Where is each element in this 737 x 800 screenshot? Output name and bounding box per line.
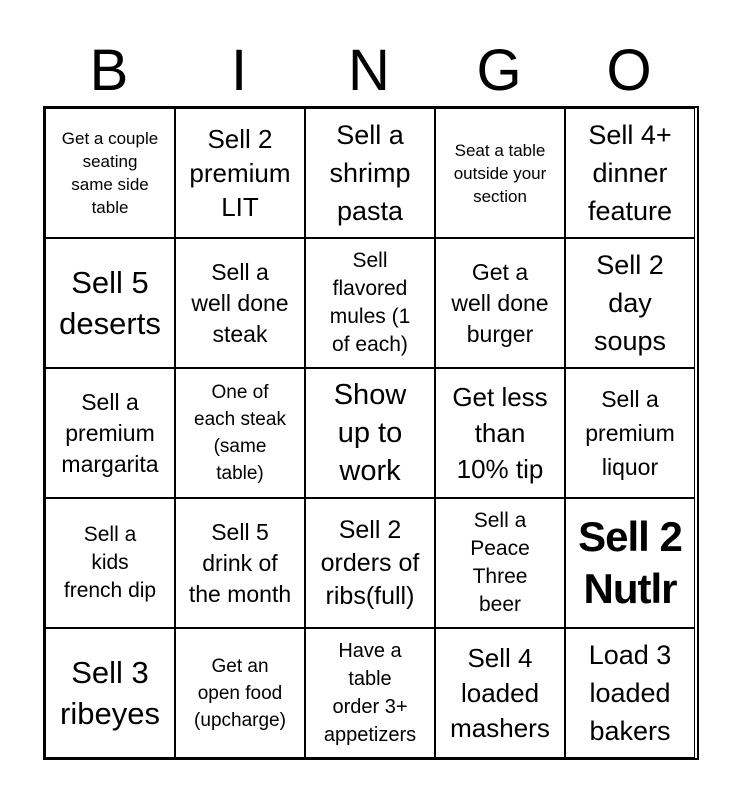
bingo-cell[interactable] <box>565 108 695 238</box>
cell-text: Sell a well done steak <box>191 258 289 347</box>
bingo-cell[interactable] <box>45 368 175 498</box>
bingo-cell[interactable] <box>175 628 305 758</box>
cell-text: Sell 2 orders of ribs(full) <box>320 515 420 610</box>
bingo-cell[interactable] <box>565 628 695 758</box>
bingo-cell[interactable] <box>305 368 435 498</box>
cell-text: Sell 2 Nutlr <box>578 513 682 612</box>
cell-text: Seat a table outside your section <box>453 140 547 206</box>
bingo-cell[interactable] <box>435 628 565 758</box>
cell-text: Get an open food (upcharge) <box>194 655 286 731</box>
cell-text: Get a couple seating same side table <box>61 129 159 217</box>
bingo-cell[interactable] <box>565 368 695 498</box>
bingo-cell[interactable] <box>435 238 565 368</box>
header-letter-n: N <box>348 38 390 103</box>
cell-text: Load 3 loaded bakers <box>588 640 672 746</box>
cell-text: Sell 4+ dinner feature <box>587 120 673 226</box>
cell-text: Get a well done burger <box>451 258 549 347</box>
bingo-cell[interactable] <box>45 108 175 238</box>
bingo-cell[interactable] <box>45 498 175 628</box>
bingo-cell[interactable] <box>305 108 435 238</box>
bingo-cell[interactable] <box>435 108 565 238</box>
bingo-cell[interactable] <box>175 498 305 628</box>
header-letter-b: B <box>89 38 129 103</box>
cell-text: Sell a premium liquor <box>585 386 675 480</box>
cell-text: Sell 5 deserts <box>59 265 161 341</box>
cell-text: Sell 3 ribeyes <box>60 655 160 731</box>
bingo-cell[interactable] <box>305 628 435 758</box>
header-letter-i: I <box>230 38 248 103</box>
bingo-cell[interactable] <box>45 628 175 758</box>
bingo-cell[interactable] <box>175 238 305 368</box>
cell-text: Sell a Peace Three beer <box>470 509 530 616</box>
cell-text: Sell 2 day soups <box>593 250 667 356</box>
header-letter-g: G <box>476 38 522 103</box>
bingo-cell[interactable] <box>175 108 305 238</box>
bingo-cell[interactable] <box>435 498 565 628</box>
cell-text: Have a table order 3+ appetizers <box>323 640 417 746</box>
cell-text: Sell 2 premium LIT <box>189 124 291 222</box>
bingo-cell[interactable] <box>175 368 305 498</box>
cell-text: Sell 5 drink of the month <box>188 518 292 607</box>
cell-text: Sell flavored mules (1 of each) <box>329 249 411 356</box>
cell-text: Sell a kids french dip <box>63 523 157 602</box>
cell-text: Sell 4 loaded mashers <box>450 642 550 743</box>
bingo-cell[interactable] <box>565 238 695 368</box>
bingo-cell[interactable] <box>305 238 435 368</box>
bingo-cell[interactable] <box>305 498 435 628</box>
bingo-cell[interactable] <box>435 368 565 498</box>
bingo-cell[interactable] <box>45 238 175 368</box>
cell-text: Sell a premium margarita <box>61 388 159 477</box>
cell-text: One of each steak (same table) <box>194 382 286 484</box>
bingo-board <box>43 106 699 760</box>
header-letter-o: O <box>606 38 652 103</box>
cell-text: Get less than 10% tip <box>452 382 548 484</box>
bingo-cell[interactable] <box>565 498 695 628</box>
bingo-header <box>44 38 694 104</box>
cell-text: Show up to work <box>333 379 407 487</box>
cell-text: Sell a shrimp pasta <box>329 120 411 226</box>
